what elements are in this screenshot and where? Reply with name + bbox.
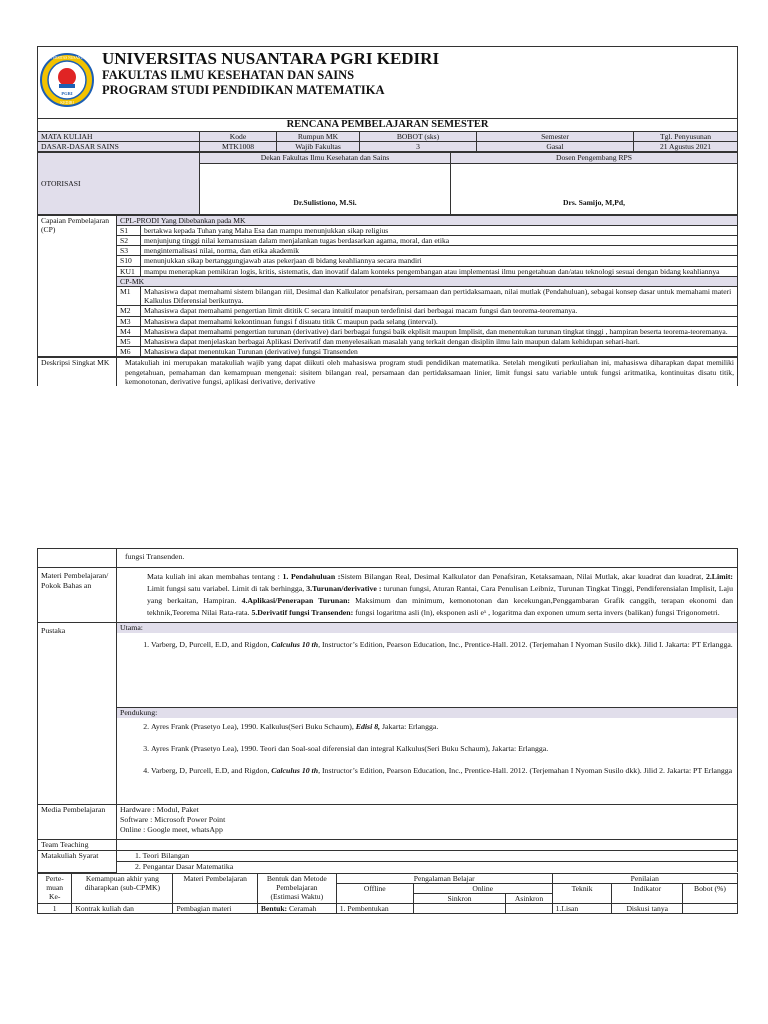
materi-topic-3: 3.Turunan/derivative : xyxy=(306,584,382,593)
materi-content-2: Limit fungsi satu variabel. Limit di tak berhingga, xyxy=(147,584,307,593)
materi-text xyxy=(117,568,738,623)
cpmk-text: Mahasiswa dapat menentukan Turunan (derivative) fungsi Transenden xyxy=(141,347,738,357)
team-teaching-value xyxy=(117,840,738,851)
page-two xyxy=(37,548,738,914)
media-online: Online : Google meet, whatsApp xyxy=(120,825,223,834)
logo-text-bottom: KEDIRI xyxy=(60,100,74,105)
cpmk-header: CP-MK xyxy=(117,276,738,286)
col-kemampuan: Kemampuan akhir yang diharapkan (sub-CPMK) xyxy=(72,873,173,904)
row-metode xyxy=(257,904,336,914)
reference-item xyxy=(151,636,733,654)
details-table xyxy=(37,548,738,873)
pustaka-label: Pustaka xyxy=(38,623,117,805)
cpl-code: S2 xyxy=(117,236,141,246)
rumpun-header: Rumpun MK xyxy=(277,132,360,142)
materi-content-1: Sistem Bilangan Real, Desimal Kalkulator dan Penafsiran, Ketaksamaan, Nilai Mutlak, akar kuadrat dan kuadrat, xyxy=(340,572,706,581)
cpmk-row xyxy=(38,306,738,316)
doc-title: RENCANA PEMBELAJARAN SEMESTER xyxy=(38,119,738,132)
cpl-code: S1 xyxy=(117,225,141,235)
cpl-text: mampu menerapkan pemikiran logis, kritis, sistematis, dan inovatif dalam konteks pengembangan atau implementasi ilmu pengetahuan dan/atau teknologi sesuai dengan bidang keahliannya xyxy=(141,266,738,276)
materi-topic-5: 5.Derivatif fungsi Transenden: xyxy=(251,608,354,617)
deskripsi-table xyxy=(37,357,738,386)
materi-intro: Mata kuliah ini akan membahas tentang : xyxy=(147,572,283,581)
cpl-row xyxy=(38,256,738,266)
cpmk-code: M1 xyxy=(117,287,141,306)
utama-label: Utama: xyxy=(117,623,737,633)
materi-label: Materi Pembelajaran/ Pokok Bahas an xyxy=(38,568,117,623)
course-header: MATA KULIAH xyxy=(38,132,200,142)
col-teknik: Teknik xyxy=(552,883,612,903)
semester-header: Semester xyxy=(477,132,634,142)
col-materi: Materi Pembelajaran xyxy=(173,873,257,904)
cpl-row xyxy=(38,236,738,246)
syarat-item: 2. Pengantar Dasar Matematika xyxy=(117,862,738,873)
reference-text: , Instructor’s Edition, Pearson Education, Inc., Prentice-Hall. 2012. (Terjemahan I Nyoman Susilo dkk). Jilid 2. Jakarta: PT Erlangga xyxy=(318,766,733,775)
col-metode: Bentuk dan Metode Pembelajaran (Estimasi Waktu) xyxy=(257,873,336,904)
materi-topic-2: 2.Limit: xyxy=(705,572,734,581)
course-rumpun: Wajib Fakultas xyxy=(277,142,360,152)
code-header: Kode xyxy=(200,132,277,142)
cpl-text: menjunjung tinggi nilai kemanusiaan dalam menjalankan tugas berdasarkan agama, moral, dan etika xyxy=(141,236,738,246)
logo-text-mid: PGRI xyxy=(61,91,73,96)
col-asinkron: Asinkron xyxy=(506,893,552,903)
cpl-row xyxy=(38,225,738,235)
schedule-table xyxy=(37,873,738,915)
deskripsi-text: Matakuliah ini merupakan matakuliah wajib yang dapat diikuti oleh mahasiswa program studi pendidikan matematika. Setelah mengikuti perkuliahan ini, mahasiswa diharapkan dapat memiliki pengetahuan, pemahaman dan kemampuan mengenai: sisitem bilangan real, persamaan dan pertidaksamaan linier, limit fungsi satu variable untuk fungsi aritmatika, kontinuitas disatu titik, kemonotonan, derivative fungsi, aplikasi derivative, derivative xyxy=(117,358,738,386)
page-one xyxy=(37,46,738,386)
dean-name: Dr.Sulistiono, M.Si. xyxy=(200,163,451,214)
developer-name: Drs. Samijo, M,Pd, xyxy=(451,163,738,214)
cpmk-row xyxy=(38,287,738,306)
cpl-text: menginternalisasi nilai, norma, dan etika akademik xyxy=(141,246,738,256)
pendukung-label: Pendukung: xyxy=(117,708,737,718)
reference-title: Calculus 10 th xyxy=(271,766,319,775)
course-date: 21 Agustus 2021 xyxy=(634,142,738,152)
team-teaching-label: Team Teaching xyxy=(38,840,117,851)
col-pertemuan: Perte-muan Ke- xyxy=(38,873,72,904)
syarat-label: Matakuliah Syarat xyxy=(38,851,117,873)
cpmk-row xyxy=(38,337,738,347)
cpl-row xyxy=(38,246,738,256)
logo-text-top: UNIVERSITAS NUSANTARA xyxy=(43,56,91,60)
reference-item xyxy=(151,762,733,780)
reference-text: Ayres Frank (Prasetyo Lea), 1990. Teori dan Soal-soal diferensial dan integral Kalkulus(Seri Buku Schaum), Jakarta: Erlangga. xyxy=(151,744,549,753)
metode-value: Ceramah xyxy=(287,904,317,914)
media-label: Media Pembelajaran xyxy=(38,805,117,840)
course-semester: Gasal xyxy=(477,142,634,152)
cpmk-text: Mahasiswa dapat memahami kekontinuan fungsi f disuatu titik C maupun pada selang (interval). xyxy=(141,316,738,326)
materi-content-5: fungsi logaritma asli (ln), eksponen asli eˣ , logaritma dan exponen umum serta invers (balikan) fungsi Trigonometri. xyxy=(353,608,720,617)
course-bobot: 3 xyxy=(360,142,477,152)
row-indikator: Diskusi tanya xyxy=(612,904,682,914)
reference-text: Varberg, D, Purcell, E.D, and Rigdon, xyxy=(151,766,272,775)
col-online: Online xyxy=(413,883,552,893)
cpmk-code: M6 xyxy=(117,347,141,357)
cpl-code: S10 xyxy=(117,256,141,266)
cpl-row xyxy=(38,266,738,276)
cpl-text: menunjukkan sikap bertanggungjawab atas pekerjaan di bidang keahliannya secara mandiri xyxy=(141,256,738,266)
otorisasi-table xyxy=(37,152,738,214)
col-penilaian: Penilaian xyxy=(552,873,737,883)
reference-title: Calculus 10 th xyxy=(271,640,319,649)
row-number: 1 xyxy=(38,904,72,914)
cpmk-code: M5 xyxy=(117,337,141,347)
reference-text: Jakarta: Erlangga. xyxy=(380,722,439,731)
header-table xyxy=(37,46,738,119)
dean-title: Dekan Fakultas Ilmu Kesehatan dan Sains xyxy=(200,153,451,163)
col-indikator: Indikator xyxy=(612,883,682,903)
col-offline: Offline xyxy=(336,883,413,903)
university-logo-icon xyxy=(38,47,96,113)
developer-title: Dosen Pengembang RPS xyxy=(451,153,738,163)
reference-text: , Instructor’s Edition, Pearson Education, Inc., Prentice-Hall. 2012. (Terjemahan I Nyoman Susilo dkk). Jilid I. Jakarta: PT Erlangga. xyxy=(318,640,733,649)
pustaka-pendukung xyxy=(117,708,738,805)
course-info-table xyxy=(37,119,738,152)
reference-item xyxy=(151,718,733,736)
program-name: PROGRAM STUDI PENDIDIKAN MATEMATIKA xyxy=(102,83,385,97)
cpmk-text: Mahasiswa dapat memahami pengertian turunan (derivative) dari berbagai fungsi baik ekplisit maupun Implisit, dan menentukan turunan tingkat tinggi , hampiran beserta teorema-teoremanya. xyxy=(141,326,738,336)
faculty-name: FAKULTAS ILMU KESEHATAN DAN SAINS xyxy=(102,68,355,82)
col-bobot: Bobot (%) xyxy=(682,883,737,903)
row-offline: 1. Pembentukan xyxy=(336,904,413,914)
cpl-text: bertakwa kepada Tuhan yang Maha Esa dan mampu menunjukkan sikap religius xyxy=(141,225,738,235)
cpmk-row xyxy=(38,347,738,357)
reference-title: Edisi 8, xyxy=(355,722,381,731)
cpmk-code: M3 xyxy=(117,316,141,326)
row-kemampuan: Kontrak kuliah dan xyxy=(72,904,173,914)
deskripsi-continued: fungsi Transenden. xyxy=(117,549,738,568)
materi-content-4: Maksimum dan minimum, kemonotonan dan kecekungan,Penggambaran Grafik canggih, terapan ekonomi dan tekhnik,Teorema Nilai Rata-rata. xyxy=(147,596,734,617)
cpmk-code: M2 xyxy=(117,306,141,316)
materi-content-3: turunan fungsi, Aturan Rantai, Cara Penulisan Leibniz, Turunan Tingkat Tinggi, Pendiferensialan Implisit, Laju yang berkaitan, Hampiran. xyxy=(147,584,733,605)
pendukung-list xyxy=(117,718,737,780)
row-asinkron xyxy=(506,904,552,914)
otorisasi-label: OTORISASI xyxy=(38,153,200,214)
row-materi: Pembagian materi xyxy=(173,904,257,914)
university-name: UNIVERSITAS NUSANTARA PGRI KEDIRI xyxy=(102,49,440,68)
cpl-prodi-header: CPL-PRODI Yang Dibebankan pada MK xyxy=(117,215,738,225)
cp-table xyxy=(37,215,738,358)
date-header: Tgl. Penyusunan xyxy=(634,132,738,142)
cpmk-text: Mahasiswa dapat memahami sistem bilangan riil, Desimal dan Kalkulator penafsiran, persamaan dan pertidaksamaan, nilai mutlak (Pendahuluan), sebagai konsep dasar untuk memahami materi Kalkulus Diferensial berikutnya. xyxy=(141,287,738,306)
media-hardware: Hardware : Modul, Paket xyxy=(120,805,199,814)
col-sinkron: Sinkron xyxy=(413,893,506,903)
table-row xyxy=(38,904,738,914)
header-titles xyxy=(96,47,738,119)
bobot-header: BOBOT (sks) xyxy=(360,132,477,142)
empty-label-cell xyxy=(38,549,117,568)
cpmk-code: M4 xyxy=(117,326,141,336)
course-name: DASAR-DASAR SAINS xyxy=(38,142,200,152)
cpl-code: S3 xyxy=(117,246,141,256)
row-bobot xyxy=(682,904,737,914)
cpmk-text: Mahasiswa dapat menjelaskan berbagai Aplikasi Derivatif dan menyelesaikan masalah yang terkait dengan disiplin ilmu lain maupun dalam kehidupan sehari-hari. xyxy=(141,337,738,347)
reference-item xyxy=(151,740,733,758)
materi-topic-4: 4.Aplikasi/Penerapan Turunan: xyxy=(241,596,351,605)
cpmk-row xyxy=(38,326,738,336)
materi-topic-1: 1. Pendahuluan : xyxy=(282,572,341,581)
pustaka-utama xyxy=(117,623,738,708)
cp-label: Capaian Pembelajaran (CP) xyxy=(38,215,117,357)
media-content xyxy=(117,805,738,840)
logo-cell xyxy=(38,47,97,119)
reference-text: Ayres Frank (Prasetyo Lea), 1990. Kalkulus(Seri Buku Schaum), xyxy=(151,722,356,731)
col-pengalaman: Pengalaman Belajar xyxy=(336,873,552,883)
row-teknik: 1.Lisan xyxy=(552,904,612,914)
reference-text: Varberg, D, Purcell, E.D, and Rigdon, xyxy=(151,640,272,649)
row-sinkron xyxy=(413,904,506,914)
cpmk-row xyxy=(38,316,738,326)
deskripsi-label: Deskripsi Singkat MK xyxy=(38,358,117,386)
utama-list xyxy=(117,633,737,654)
cpl-code: KU1 xyxy=(117,266,141,276)
syarat-item: 1. Teori Bilangan xyxy=(117,851,738,862)
course-code: MTK1008 xyxy=(200,142,277,152)
metode-label: Bentuk: xyxy=(260,904,288,914)
media-software: Software : Microsoft Power Point xyxy=(120,815,226,824)
cpmk-text: Mahasiswa dapat memahami pengertian limit dititik C secara intuitif maupun terdefinisi dari berbagai macam fungsi dan teorema-teoremanya. xyxy=(141,306,738,316)
